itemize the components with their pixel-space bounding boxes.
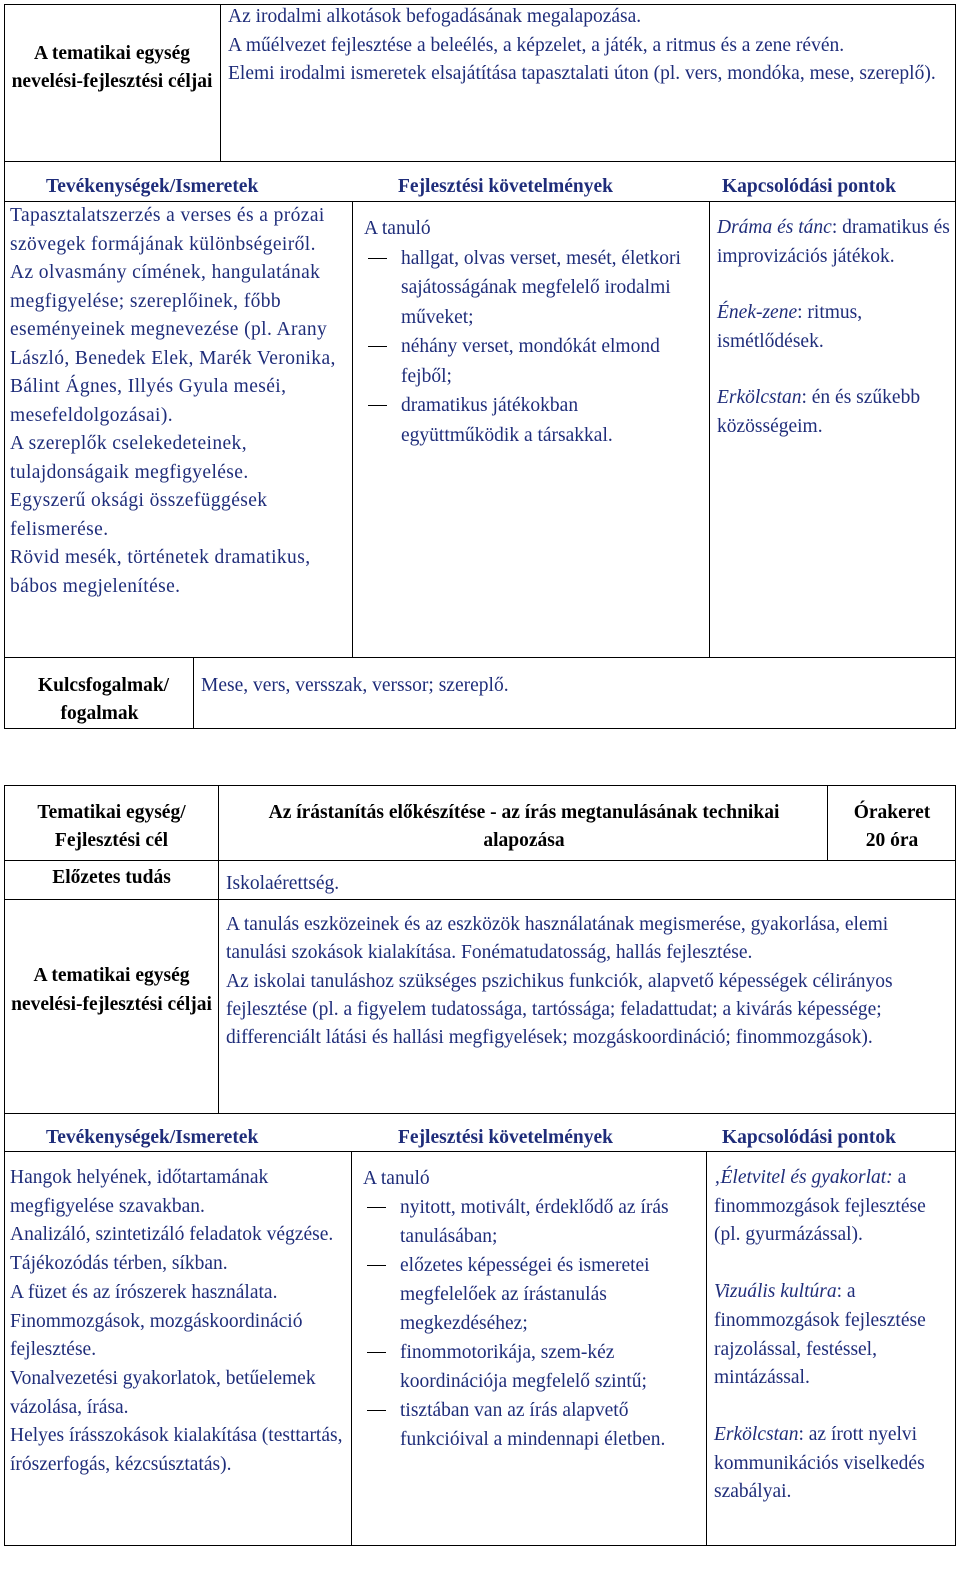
goals-text xyxy=(226,911,952,1052)
header-activities: Tevékenységek/Ismeretek xyxy=(46,1127,259,1148)
connection-subject: Erkölcstan xyxy=(714,1423,799,1445)
prior-knowledge-value: Iskolaérettség. xyxy=(226,873,340,894)
connection-item: Erkölcstan: az írott nyelvi kommunikációs viselkedés szabályai. xyxy=(714,1423,925,1503)
connections-list xyxy=(714,1164,952,1507)
connections-list xyxy=(717,214,953,441)
requirements-list xyxy=(364,214,694,450)
key-concepts-label: Kulcsfogalmak/ fogalmak xyxy=(38,675,170,724)
header-requirements: Fejlesztési követelmények xyxy=(398,176,613,197)
activity-item: Tapasztalatszerzés a verses és a prózai szövegek formájának különbségeiről. xyxy=(10,205,325,255)
header-connections: Kapcsolódási pontok xyxy=(722,1127,896,1148)
activity-item: Vonalvezetési gyakorlatok, betűelemek vázolása, írása. xyxy=(10,1367,316,1418)
activity-item: Rövid mesék, történetek dramatikus, bábos megjelenítése. xyxy=(10,547,311,597)
goal-line: Az irodalmi alkotások befogadásának megalapozása. xyxy=(228,6,642,27)
activity-item: A szereplők cselekedeteinek, tulajdonságaik megfigyelése. xyxy=(10,433,249,483)
connection-text: ritmus, ismétlődések. xyxy=(717,302,863,352)
header-activities: Tevékenységek/Ismeretek xyxy=(46,176,259,197)
connection-item: Dráma és tánc: dramatikus és improvizációs játékok. xyxy=(717,217,950,267)
header-requirements: Fejlesztési követelmények xyxy=(398,1127,613,1148)
goals-label: A tematikai egység nevelési-fejlesztési céljai xyxy=(11,43,213,92)
activity-item: Helyes írásszokások kialakítása (testtartás, írószerfogás, kézcsúsztatás). xyxy=(10,1425,343,1476)
connection-subject: Ének-zene xyxy=(717,302,798,323)
connection-subject: Erkölcstan xyxy=(717,387,802,408)
hours-label: Órakeret xyxy=(853,802,931,823)
connection-text: dramatikus és improvizációs játékok. xyxy=(717,217,950,267)
requirements-intro: A tanuló xyxy=(364,218,431,239)
key-concepts: Mese, vers, versszak, verssor; szereplő. xyxy=(201,675,509,696)
connection-subject: Dráma és tánc xyxy=(717,217,832,238)
goal-line: A tanulás eszközeinek és az eszközök használatának megismerése, gyakorlása, elemi tanulási szokások kialakítása. Fonématudatosság, hallás fejlesztése. xyxy=(226,914,889,964)
connection-item: Vizuális kultúra: a finommozgások fejlesztése rajzolással, festéssel, mintázással. xyxy=(714,1281,926,1389)
unit-title: Az írástanítás előkészítése - az írás megtanulásának technikai alapozása xyxy=(268,802,780,851)
goals-text xyxy=(228,3,950,89)
goal-line: Az iskolai tanuláshoz szükséges pszichikus funkciók, alapvető képességek célirányos fejlesztése (pl. a figyelem tudatossága, tartóssága; feladattudat; a kivárás képessége; differenciált látási és hallási megfigyelések; mozgáskoordináció; finommozgások). xyxy=(226,970,893,1049)
activity-item: Analizáló, szintetizáló feladatok végzése. xyxy=(10,1224,334,1246)
unit-label: Tematikai egység/ Fejlesztési cél xyxy=(37,802,186,851)
requirement-item: finommotorikája, szem-kéz koordinációja megfelelő szintű; xyxy=(363,1338,701,1396)
activity-item: A füzet és az írószerek használata. Finommozgások, mozgáskoordináció fejlesztése. xyxy=(10,1281,303,1361)
requirements-list xyxy=(363,1164,701,1454)
hours-value: 20 óra xyxy=(865,830,919,851)
goals-label: A tematikai egység nevelési-fejlesztési céljai xyxy=(11,965,212,1015)
connection-subject: ‚Életvitel és gyakorlat: xyxy=(714,1167,893,1188)
connection-subject: Vizuális kultúra xyxy=(714,1281,837,1303)
connection-text: az írott nyelvi kommunikációs viselkedés szabályai. xyxy=(714,1423,925,1503)
activity-item: Hangok helyének, időtartamának megfigyelése szavakban. xyxy=(10,1167,269,1217)
activity-item: Tájékozódás térben, síkban. xyxy=(10,1253,228,1275)
connection-text: a finommozgások fejlesztése (pl. gyurmázással). xyxy=(714,1167,926,1246)
connection-item xyxy=(714,1164,952,1250)
requirement-item: hallgat, olvas verset, mesét, életkori sajátosságának megfelelő irodalmi műveket; xyxy=(364,244,694,333)
goal-line: Elemi irodalmi ismeretek elsajátítása tapasztalati úton (pl. vers, mondóka, mese, szereplő). xyxy=(228,63,936,84)
prior-knowledge-label: Előzetes tudás xyxy=(52,867,171,888)
requirement-item: dramatikus játékokban együttműködik a társakkal. xyxy=(364,391,694,450)
requirement-item: előzetes képességei és ismeretei megfelelőek az írástanulás megkezdéséhez; xyxy=(363,1251,701,1338)
activity-item: Az olvasmány címének, hangulatának megfigyelése; szereplőinek, főbb eseményeinek megnevezése (pl. Arany László, Benedek Elek, Marék Veronika, Bálint Ágnes, Illyés Gyula meséi, mesefeldolgozásai). xyxy=(10,262,336,426)
connection-text: a finommozgások fejlesztése rajzolással, festéssel, mintázással. xyxy=(714,1281,926,1389)
connection-text: én és szűkebb közösségeim. xyxy=(717,387,921,437)
activities-list xyxy=(10,202,350,601)
connection-item: Erkölcstan: én és szűkebb közösségeim. xyxy=(717,387,921,437)
requirement-item: tisztában van az írás alapvető funkcióival a mindennapi életben. xyxy=(363,1396,701,1454)
activities-list xyxy=(10,1164,345,1480)
activity-item: Egyszerű oksági összefüggések felismerése. xyxy=(10,490,268,540)
goal-line: A műélvezet fejlesztése a beleélés, a képzelet, a játék, a ritmus és a zene révén. xyxy=(228,34,845,56)
requirements-intro: A tanuló xyxy=(363,1168,430,1189)
requirement-item: néhány verset, mondókát elmond fejből; xyxy=(364,332,694,391)
connection-item: Ének-zene: ritmus, ismétlődések. xyxy=(717,302,863,352)
header-connections: Kapcsolódási pontok xyxy=(722,176,896,197)
requirement-item: nyitott, motivált, érdeklődő az írás tanulásában; xyxy=(363,1193,701,1251)
